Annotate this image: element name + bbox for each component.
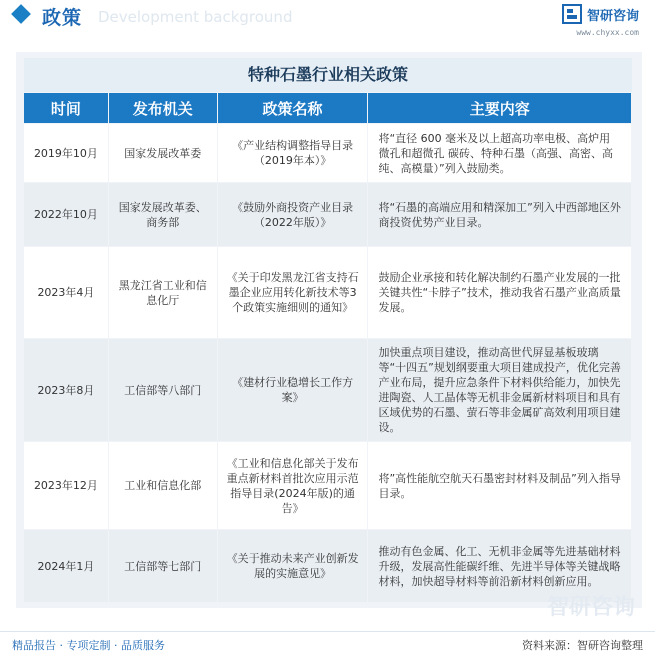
table-row: [24, 442, 632, 529]
table-row: [24, 339, 632, 441]
brand-name: 智研咨询: [586, 8, 639, 24]
footer-source: 资料来源：智研咨询整理: [522, 639, 643, 652]
diamond-icon: [11, 4, 31, 24]
cell-content: 推动有色金属、化工、无机非金属等先进基础材料升级，发展高性能碳纤维、先进半导体等关键战略材料，加快超导材料等前沿新材料创新应用。: [368, 530, 631, 602]
cell-time: 2024年1月: [24, 530, 108, 602]
cell-policy: 《建材行业稳增长工作方案》: [218, 339, 368, 441]
table-row: [24, 124, 632, 182]
footer-divider: [0, 631, 655, 632]
cell-time: 2023年4月: [24, 247, 108, 338]
cell-policy: 《关于推动未来产业创新发展的实施意见》: [218, 530, 368, 602]
table-row: [24, 183, 632, 246]
brand-logo-icon: [562, 4, 582, 24]
cell-agency: 国家发展改革委、商务部: [109, 183, 217, 246]
column-header-policy: 政策名称: [218, 93, 368, 123]
cell-content: 将“石墨的高端应用和精深加工”列入中西部地区外商投资优势产业目录。: [368, 183, 631, 246]
background-text: Development background: [98, 8, 293, 26]
section-title: 政策: [42, 7, 83, 29]
brand: [562, 4, 639, 24]
cell-content: 鼓励企业承接和转化解决制约石墨产业发展的一批关键共性“卡脖子”技术，推动我省石墨产业高质量发展。: [368, 247, 631, 338]
footer-slogan: 精品报告 · 专项定制 · 品质服务: [12, 639, 165, 652]
footer: [0, 595, 655, 655]
cell-time: 2022年10月: [24, 183, 108, 246]
cell-policy: 《工业和信息化部关于发布重点新材料首批次应用示范指导目录(2024年版)的通告》: [218, 442, 368, 529]
cell-content: 将”高性能航空航天石墨密封材料及制品”列入指导目录。: [368, 442, 631, 529]
website-url: www.chyxx.com: [576, 28, 639, 37]
cell-policy: 《产业结构调整指导目录（2019年本）》: [218, 124, 368, 182]
column-header-content: 主要内容: [368, 93, 631, 123]
column-header-agency: 发布机关: [109, 93, 217, 123]
table-row: [24, 530, 632, 602]
table-row: [24, 247, 632, 338]
table-title: 特种石墨行业相关政策: [24, 58, 632, 92]
cell-agency: 工信部等八部门: [109, 339, 217, 441]
column-header-time: 时间: [24, 93, 108, 123]
cell-agency: 工业和信息化部: [109, 442, 217, 529]
table-header: [24, 93, 632, 123]
cell-content: 将“直径 600 毫米及以上超高功率电极、高炉用微孔和超微孔 碳砖、特种石墨（高强、高密、高纯、高模量）”列入鼓励类。: [368, 124, 631, 182]
cell-time: 2019年10月: [24, 124, 108, 182]
cell-policy: 《关于印发黑龙江省支持石墨企业应用转化新技术等3个政策实施细则的通知》: [218, 247, 368, 338]
cell-content: 加快重点项目建设，推动高世代屏显基板玻璃等“十四五”规划纲要重大项目建成投产，优化完善产业布局，提升应急条件下材料供给能力，加快先进陶瓷、人工晶体等无机非金属新材料项目和具有区域优势的石墨、萤石等非金属矿高效利用项目建设。: [368, 339, 631, 441]
cell-agency: 国家发展改革委: [109, 124, 217, 182]
header-bar: [0, 0, 655, 37]
cell-policy: 《鼓励外商投资产业目录（2022年版）》: [218, 183, 368, 246]
cell-agency: 工信部等七部门: [109, 530, 217, 602]
cell-time: 2023年8月: [24, 339, 108, 441]
footer-watermark: 智研咨询: [546, 595, 635, 620]
cell-time: 2023年12月: [24, 442, 108, 529]
cell-agency: 黑龙江省工业和信息化厅: [109, 247, 217, 338]
